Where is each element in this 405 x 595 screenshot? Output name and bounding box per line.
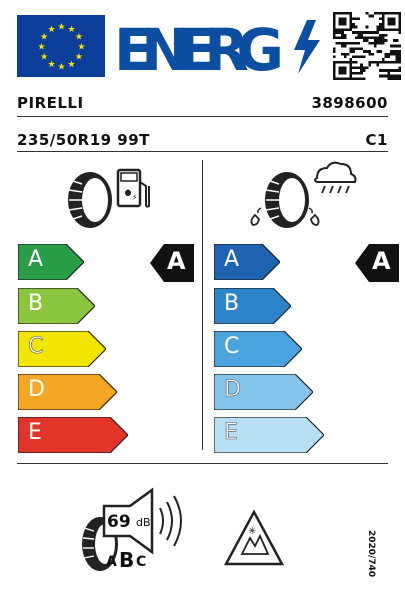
article-number: 3898600 xyxy=(311,94,388,112)
noise-class-c: C xyxy=(136,554,147,570)
wet-rating-badge xyxy=(355,244,399,286)
wet-grip-icon xyxy=(245,160,360,239)
svg-text:★: ★ xyxy=(40,32,49,43)
wet-class-a xyxy=(214,244,280,280)
wet-class-d xyxy=(214,374,313,410)
fuel-class-letter: D xyxy=(28,377,45,402)
divider-bottom xyxy=(17,463,388,464)
fuel-rating-badge xyxy=(150,244,194,286)
wet-class-letter: D xyxy=(224,377,241,402)
eu-flag xyxy=(17,15,105,77)
energy-word-text: ENERG xyxy=(114,16,284,82)
svg-text:★: ★ xyxy=(47,59,56,70)
noise-class-a: A xyxy=(106,554,117,570)
wet-class-letter: E xyxy=(224,420,238,445)
fuel-class-b xyxy=(18,288,95,324)
svg-text:★: ★ xyxy=(37,42,46,53)
fuel-class-a xyxy=(18,244,84,280)
energy-title xyxy=(112,10,332,82)
svg-text:★: ★ xyxy=(67,59,76,70)
svg-text:★: ★ xyxy=(74,32,83,43)
wet-class-c xyxy=(214,331,302,367)
svg-text:★: ★ xyxy=(47,25,56,36)
fuel-class-e xyxy=(18,417,128,453)
energy-bolt-icon xyxy=(294,20,320,74)
noise-db-unit: dB xyxy=(136,516,151,529)
svg-text:★: ★ xyxy=(40,52,49,63)
brand-name: PIRELLI xyxy=(17,94,84,112)
fuel-class-letter: B xyxy=(28,291,44,316)
wet-class-letter: B xyxy=(224,291,240,316)
column-divider xyxy=(202,160,203,450)
qr-code[interactable] xyxy=(333,12,401,80)
wet-class-b xyxy=(214,288,291,324)
svg-text:★: ★ xyxy=(57,62,66,73)
tyre-size: 235/50R19 99T xyxy=(17,131,150,149)
svg-text:★: ★ xyxy=(57,22,66,33)
divider-middle xyxy=(17,151,388,152)
svg-text:✳: ✳ xyxy=(248,526,257,537)
fuel-rating-letter: A xyxy=(167,247,186,275)
svg-text:★: ★ xyxy=(67,25,76,36)
svg-text:★: ★ xyxy=(74,52,83,63)
noise-db-value: 69 xyxy=(107,512,131,532)
fuel-class-letter: A xyxy=(28,247,44,272)
wet-class-letter: C xyxy=(224,334,240,359)
divider-top xyxy=(17,116,388,117)
fuel-efficiency-icon xyxy=(60,160,160,234)
svg-text:★: ★ xyxy=(77,42,86,53)
svg-text:⚡: ⚡ xyxy=(132,193,138,202)
noise-class-b: B xyxy=(119,548,135,572)
eu-stars-icon xyxy=(17,15,105,77)
fuel-class-c xyxy=(18,331,106,367)
fuel-class-letter: C xyxy=(28,334,44,359)
fuel-class-letter: E xyxy=(28,420,42,445)
wet-class-e xyxy=(214,417,324,453)
tyre-class: C1 xyxy=(365,131,388,149)
wet-class-letter: A xyxy=(224,247,240,272)
snow-grip-mountain-icon xyxy=(224,510,284,570)
fuel-class-d xyxy=(18,374,117,410)
regulation-number: 2020/740 xyxy=(366,530,376,578)
wet-rating-letter: A xyxy=(372,247,391,275)
